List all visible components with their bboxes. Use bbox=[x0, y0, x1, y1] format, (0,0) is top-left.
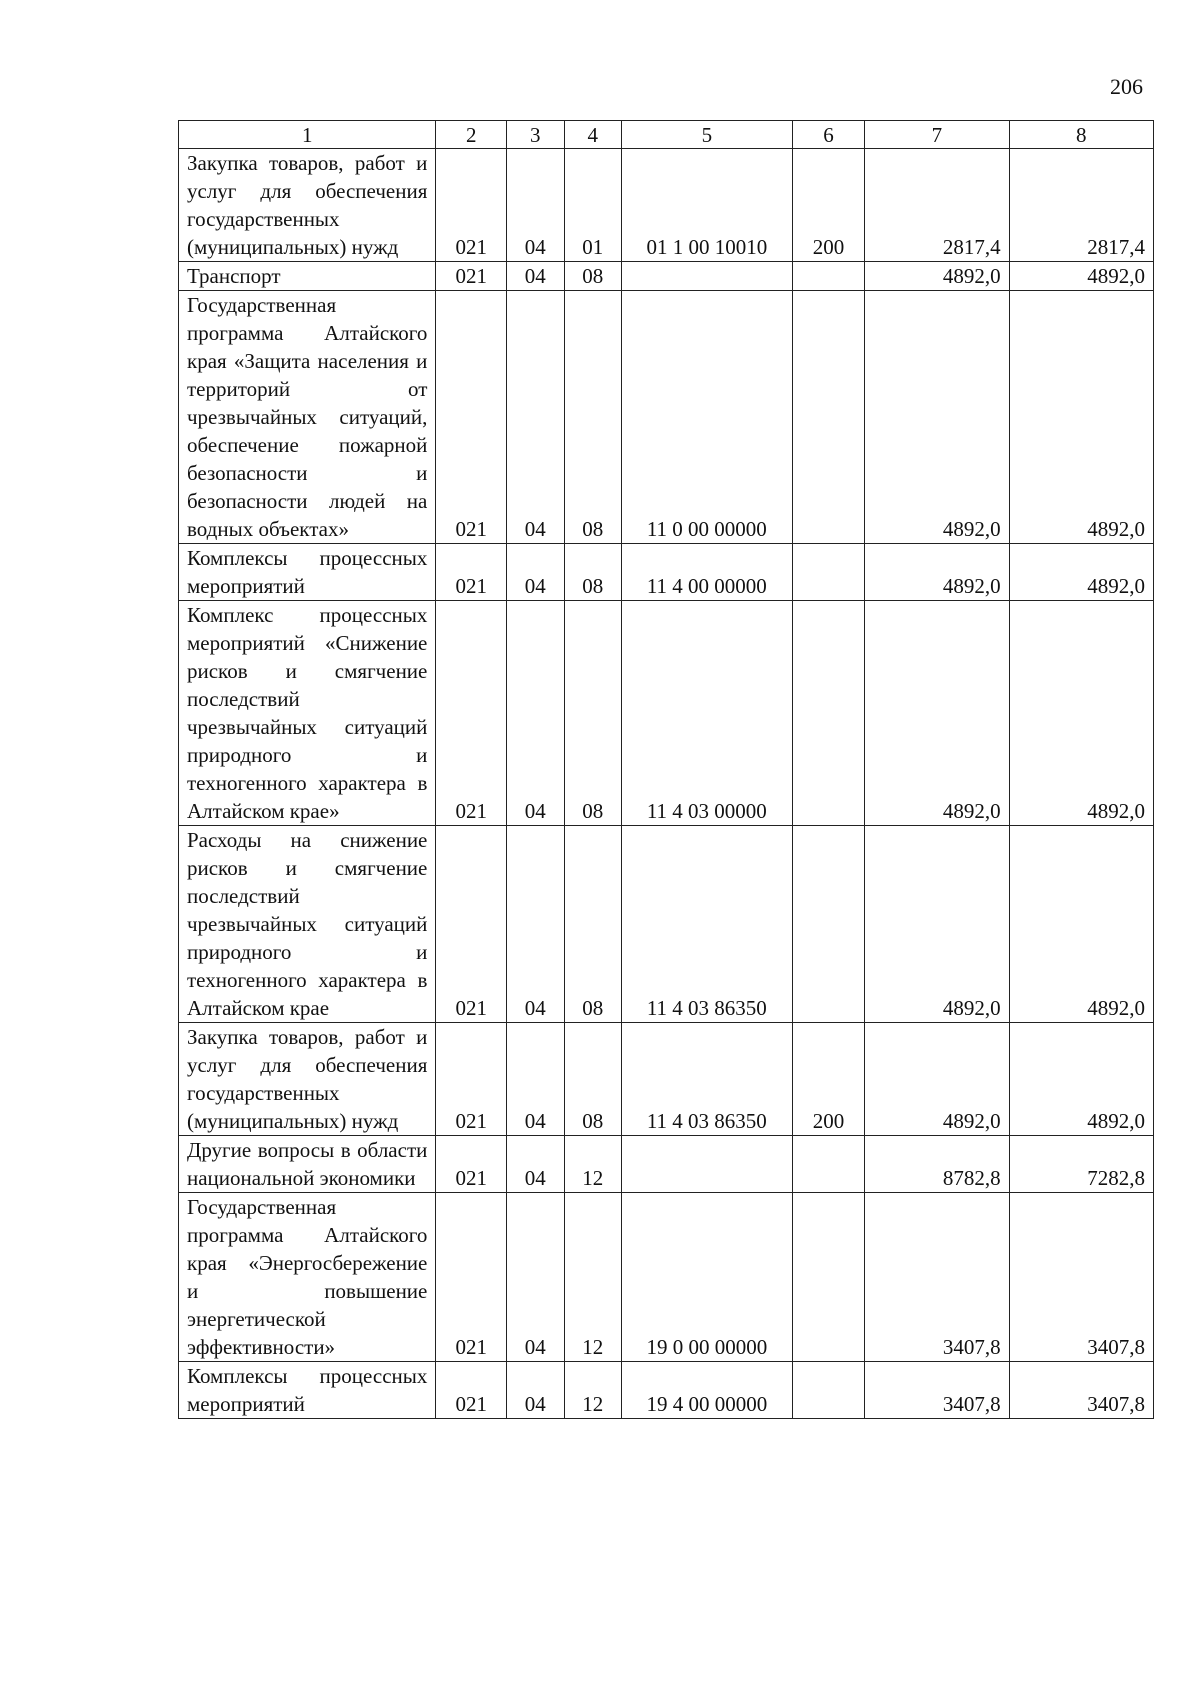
row-col-3: 04 bbox=[507, 826, 565, 1023]
row-col-8: 4892,0 bbox=[1009, 262, 1153, 291]
row-col-5: 01 1 00 10010 bbox=[622, 149, 793, 262]
table-row bbox=[179, 1362, 1154, 1419]
row-name: Транспорт bbox=[179, 262, 436, 291]
row-col-7: 4892,0 bbox=[865, 262, 1009, 291]
row-col-3: 04 bbox=[507, 544, 565, 601]
row-name: Закупка товаров, работ и услуг для обеспечения государственных (муниципальных) нужд bbox=[179, 149, 436, 262]
row-name: Комплексы процессных мероприятий bbox=[179, 1362, 436, 1419]
header-cell: 5 bbox=[622, 121, 793, 149]
row-col-7: 4892,0 bbox=[865, 1023, 1009, 1136]
row-col-4: 12 bbox=[564, 1362, 622, 1419]
header-cell: 2 bbox=[436, 121, 507, 149]
row-col-6 bbox=[792, 544, 865, 601]
row-col-8: 4892,0 bbox=[1009, 1023, 1153, 1136]
header-cell: 6 bbox=[792, 121, 865, 149]
row-col-8: 2817,4 bbox=[1009, 149, 1153, 262]
row-col-8: 3407,8 bbox=[1009, 1362, 1153, 1419]
row-col-7: 4892,0 bbox=[865, 544, 1009, 601]
header-cell: 7 bbox=[865, 121, 1009, 149]
row-col-5: 11 4 03 00000 bbox=[622, 601, 793, 826]
row-col-5: 11 4 03 86350 bbox=[622, 1023, 793, 1136]
row-name: Комплексы процессных мероприятий bbox=[179, 544, 436, 601]
row-col-3: 04 bbox=[507, 1023, 565, 1136]
table-row bbox=[179, 291, 1154, 544]
row-col-2: 021 bbox=[436, 149, 507, 262]
budget-table bbox=[178, 120, 1154, 1419]
row-col-5 bbox=[622, 1136, 793, 1193]
row-col-4: 01 bbox=[564, 149, 622, 262]
row-col-2: 021 bbox=[436, 601, 507, 826]
row-col-6 bbox=[792, 826, 865, 1023]
header-cell: 4 bbox=[564, 121, 622, 149]
table-row bbox=[179, 1193, 1154, 1362]
row-col-7: 2817,4 bbox=[865, 149, 1009, 262]
row-col-5: 11 4 03 86350 bbox=[622, 826, 793, 1023]
row-col-2: 021 bbox=[436, 291, 507, 544]
row-col-3: 04 bbox=[507, 291, 565, 544]
row-col-6 bbox=[792, 1362, 865, 1419]
row-col-3: 04 bbox=[507, 149, 565, 262]
row-col-7: 3407,8 bbox=[865, 1193, 1009, 1362]
row-col-8: 3407,8 bbox=[1009, 1193, 1153, 1362]
table-row bbox=[179, 826, 1154, 1023]
row-col-5 bbox=[622, 262, 793, 291]
table-row bbox=[179, 262, 1154, 291]
row-col-7: 4892,0 bbox=[865, 291, 1009, 544]
row-col-6 bbox=[792, 291, 865, 544]
row-name: Другие вопросы в области национальной экономики bbox=[179, 1136, 436, 1193]
row-name: Закупка товаров, работ и услуг для обеспечения государственных (муниципальных) нужд bbox=[179, 1023, 436, 1136]
row-col-2: 021 bbox=[436, 1023, 507, 1136]
row-col-4: 08 bbox=[564, 262, 622, 291]
row-col-8: 4892,0 bbox=[1009, 544, 1153, 601]
row-col-4: 08 bbox=[564, 291, 622, 544]
row-col-3: 04 bbox=[507, 262, 565, 291]
row-col-5: 11 4 00 00000 bbox=[622, 544, 793, 601]
row-name: Государственная программа Алтайского края «Защита населения и территорий от чрезвычайных ситуаций, обеспечение пожарной безопасности и безопасности людей на водных объектах» bbox=[179, 291, 436, 544]
row-col-2: 021 bbox=[436, 826, 507, 1023]
row-name: Комплекс процессных мероприятий «Снижение рисков и смягчение последствий чрезвычайных ситуаций природного и техногенного характера в Алтайском крае» bbox=[179, 601, 436, 826]
row-col-4: 12 bbox=[564, 1136, 622, 1193]
row-col-4: 08 bbox=[564, 1023, 622, 1136]
row-col-7: 3407,8 bbox=[865, 1362, 1009, 1419]
header-cell: 1 bbox=[179, 121, 436, 149]
row-col-7: 4892,0 bbox=[865, 601, 1009, 826]
row-col-2: 021 bbox=[436, 544, 507, 601]
row-col-4: 12 bbox=[564, 1193, 622, 1362]
header-cell: 8 bbox=[1009, 121, 1153, 149]
row-col-8: 4892,0 bbox=[1009, 291, 1153, 544]
row-col-8: 4892,0 bbox=[1009, 601, 1153, 826]
row-col-5: 11 0 00 00000 bbox=[622, 291, 793, 544]
row-col-2: 021 bbox=[436, 1193, 507, 1362]
page-number: 206 bbox=[1110, 74, 1143, 99]
row-name: Расходы на снижение рисков и смягчение последствий чрезвычайных ситуаций природного и техногенного характера в Алтайском крае bbox=[179, 826, 436, 1023]
row-col-2: 021 bbox=[436, 1362, 507, 1419]
row-col-5: 19 0 00 00000 bbox=[622, 1193, 793, 1362]
row-col-8: 7282,8 bbox=[1009, 1136, 1153, 1193]
table-row bbox=[179, 601, 1154, 826]
row-col-3: 04 bbox=[507, 601, 565, 826]
row-col-6: 200 bbox=[792, 1023, 865, 1136]
row-col-5: 19 4 00 00000 bbox=[622, 1362, 793, 1419]
row-col-4: 08 bbox=[564, 826, 622, 1023]
row-col-4: 08 bbox=[564, 601, 622, 826]
table-row bbox=[179, 1136, 1154, 1193]
row-col-2: 021 bbox=[436, 262, 507, 291]
row-col-6 bbox=[792, 1136, 865, 1193]
row-col-3: 04 bbox=[507, 1193, 565, 1362]
header-cell: 3 bbox=[507, 121, 565, 149]
row-col-3: 04 bbox=[507, 1136, 565, 1193]
row-col-8: 4892,0 bbox=[1009, 826, 1153, 1023]
table-row bbox=[179, 544, 1154, 601]
row-col-4: 08 bbox=[564, 544, 622, 601]
row-col-2: 021 bbox=[436, 1136, 507, 1193]
row-col-6 bbox=[792, 1193, 865, 1362]
row-col-6 bbox=[792, 601, 865, 826]
row-col-6: 200 bbox=[792, 149, 865, 262]
header-row bbox=[179, 121, 1154, 149]
row-col-7: 4892,0 bbox=[865, 826, 1009, 1023]
table-row bbox=[179, 1023, 1154, 1136]
table-row bbox=[179, 149, 1154, 262]
row-col-7: 8782,8 bbox=[865, 1136, 1009, 1193]
row-name: Государственная программа Алтайского края «Энергосбережение и повышение энергетической эффективности» bbox=[179, 1193, 436, 1362]
row-col-6 bbox=[792, 262, 865, 291]
row-col-3: 04 bbox=[507, 1362, 565, 1419]
